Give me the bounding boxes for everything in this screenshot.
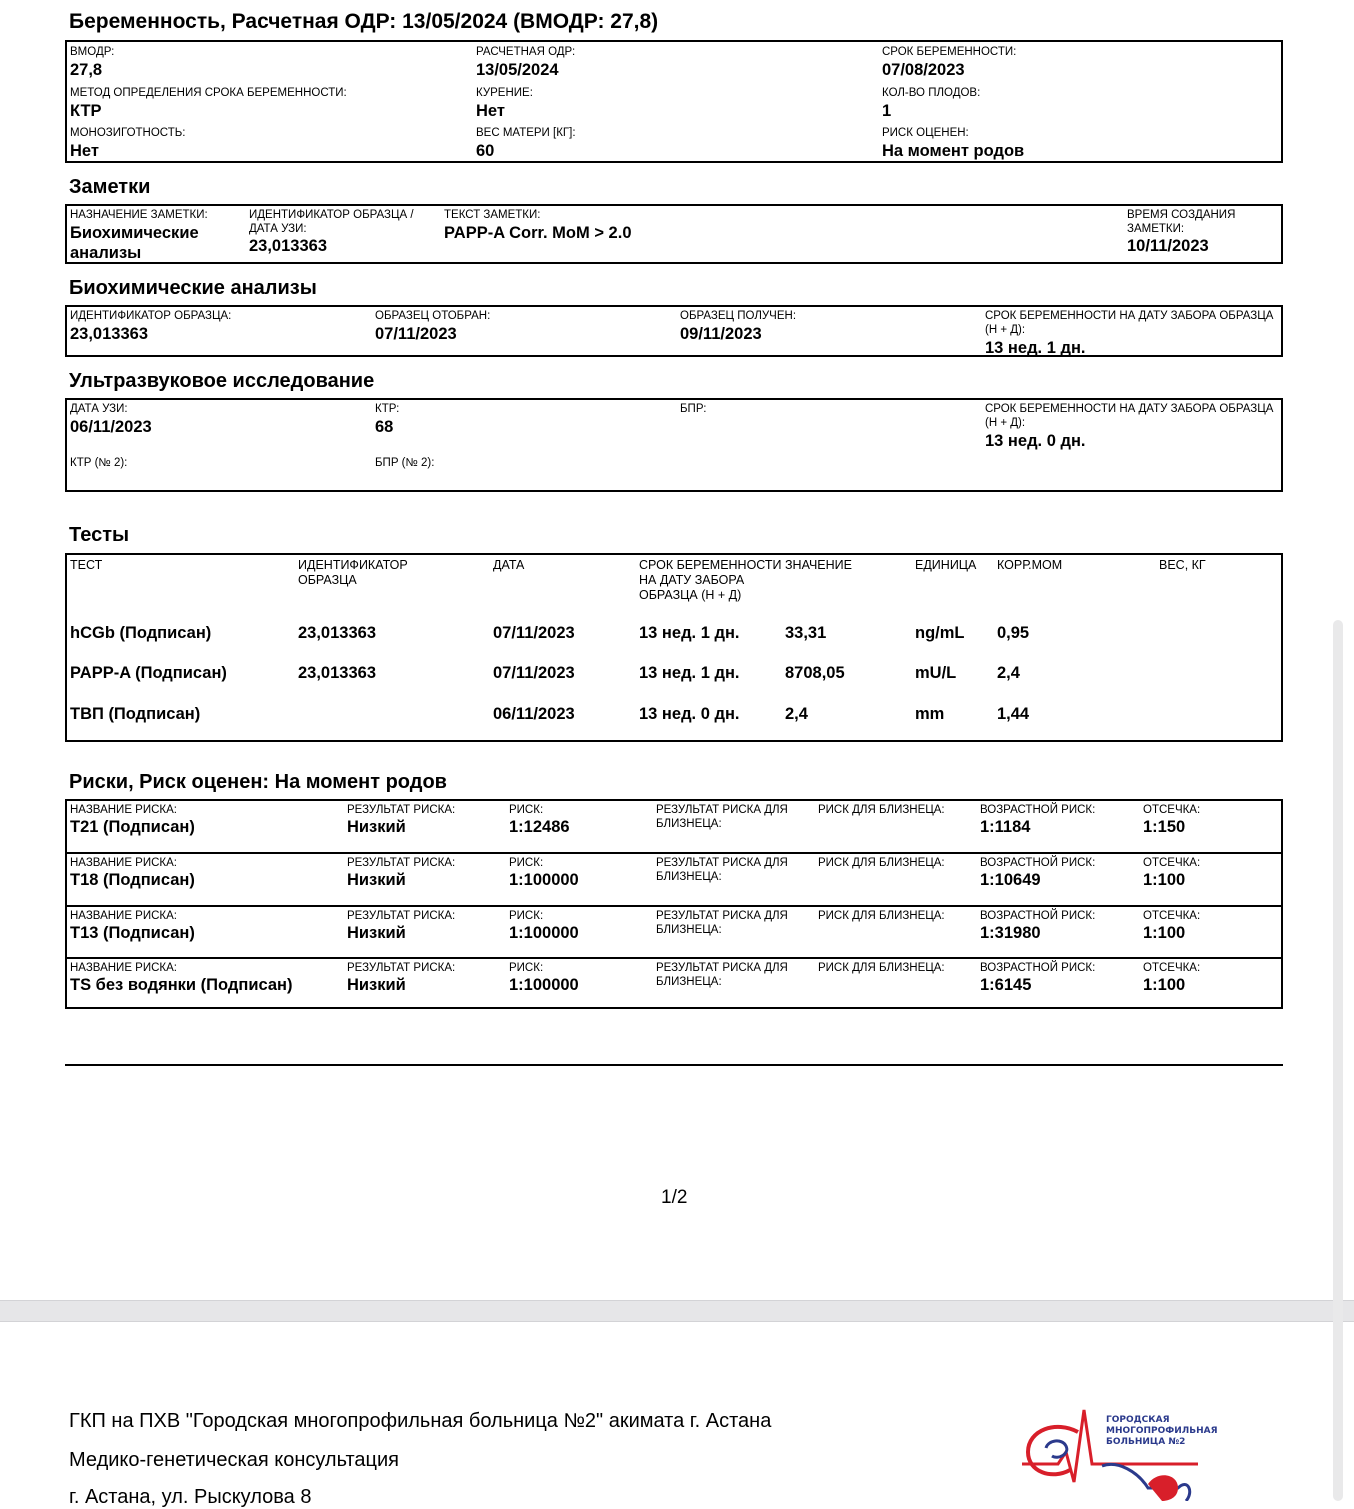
mono-label: МОНОЗИГОТНОСТЬ: xyxy=(70,127,186,139)
page-separator xyxy=(0,1300,1354,1322)
note-created-label: ВРЕМЯ СОЗДАНИЯ ЗАМЕТКИ: xyxy=(1127,209,1236,235)
risk-value-label: РИСК: xyxy=(509,804,544,816)
cutoff-label: ОТСЕЧКА: xyxy=(1143,857,1201,869)
risk-name: T21 (Подписан) xyxy=(70,818,195,836)
cutoff-label: ОТСЕЧКА: xyxy=(1143,962,1201,974)
fetuses-label: КОЛ-ВО ПЛОДОВ: xyxy=(882,87,981,99)
department-name: Медико-генетическая консультация xyxy=(69,1449,399,1471)
tests-header-ga: СРОК БЕРЕМЕННОСТИ НА ДАТУ ЗАБОРА ОБРАЗЦА (Н + Д) xyxy=(639,558,782,602)
risk-result: Низкий xyxy=(347,818,406,836)
smoking-value: Нет xyxy=(476,102,505,120)
page-number: 1/2 xyxy=(661,1187,688,1208)
us-date-label: ДАТА УЗИ: xyxy=(70,403,128,415)
biochem-id-label: ИДЕНТИФИКАТОР ОБРАЗЦА: xyxy=(70,310,232,322)
note-created-value: 10/11/2023 xyxy=(1127,237,1209,255)
cutoff: 1:100 xyxy=(1143,924,1186,942)
risk-name: TS без водянки (Подписан) xyxy=(70,976,293,994)
risk-result-label: РЕЗУЛЬТАТ РИСКА: xyxy=(347,910,456,922)
twin-risk-label: РИСК ДЛЯ БЛИЗНЕЦА: xyxy=(818,962,945,974)
biochem-box xyxy=(65,305,1283,357)
twin-result-label: РЕЗУЛЬТАТ РИСКА ДЛЯ БЛИЗНЕЦА: xyxy=(656,910,788,936)
risk-name: T13 (Подписан) xyxy=(70,924,195,942)
risk-name-label: НАЗВАНИЕ РИСКА: xyxy=(70,910,177,922)
risk-name: T18 (Подписан) xyxy=(70,871,195,889)
us-date-value: 06/11/2023 xyxy=(70,418,152,436)
risk-result: Низкий xyxy=(347,871,406,889)
ultrasound-title: Ультразвуковое исследование xyxy=(69,370,375,392)
risk-name-label: НАЗВАНИЕ РИСКА: xyxy=(70,804,177,816)
twin-result-label: РЕЗУЛЬТАТ РИСКА ДЛЯ БЛИЗНЕЦА: xyxy=(656,804,788,830)
age-risk: 1:1184 xyxy=(980,818,1031,836)
biochem-ga-label: СРОК БЕРЕМЕННОСТИ НА ДАТУ ЗАБОРА ОБРАЗЦА (Н + Д): xyxy=(985,310,1274,336)
note-purpose-label: НАЗНАЧЕНИЕ ЗАМЕТКИ: xyxy=(70,209,208,221)
test-ga: 13 нед. 1 дн. xyxy=(639,624,740,642)
risk-assessed-label: РИСК ОЦЕНЕН: xyxy=(882,127,969,139)
test-value: 2,4 xyxy=(785,705,808,723)
note-id-label: ИДЕНТИФИКАТОР ОБРАЗЦА / ДАТА УЗИ: xyxy=(249,209,414,235)
risk-result: Низкий xyxy=(347,924,406,942)
risk-name-label: НАЗВАНИЕ РИСКА: xyxy=(70,857,177,869)
note-text-label: ТЕКСТ ЗАМЕТКИ: xyxy=(444,209,541,221)
cutoff-label: ОТСЕЧКА: xyxy=(1143,804,1201,816)
biochem-taken-value: 07/11/2023 xyxy=(375,325,457,343)
smoking-label: КУРЕНИЕ: xyxy=(476,87,533,99)
biochem-title: Биохимические анализы xyxy=(69,277,317,299)
test-sample-id: 23,013363 xyxy=(298,664,376,682)
institution-name: ГКП на ПХВ "Городская многопрофильная больница №2" акимата г. Астана xyxy=(69,1410,772,1432)
test-value: 33,31 xyxy=(785,624,827,642)
test-unit: mU/L xyxy=(915,664,957,682)
biochem-taken-label: ОБРАЗЕЦ ОТОБРАН: xyxy=(375,310,491,322)
biochem-ga-value: 13 нед. 1 дн. xyxy=(985,339,1086,357)
us-ktr-value: 68 xyxy=(375,418,394,436)
risk-row xyxy=(67,854,1281,907)
weight-label: ВЕС МАТЕРИ [КГ]: xyxy=(476,127,576,139)
tests-header-mom: КОРР.МОМ xyxy=(997,558,1063,572)
test-name: ТВП (Подписан) xyxy=(70,705,201,723)
hospital-logo xyxy=(1018,1402,1218,1501)
risk-value: 1:100000 xyxy=(509,871,579,889)
twin-risk-label: РИСК ДЛЯ БЛИЗНЕЦА: xyxy=(818,910,945,922)
risk-value-label: РИСК: xyxy=(509,910,544,922)
tests-header-id: ИДЕНТИФИКАТОР ОБРАЗЦА xyxy=(298,558,408,587)
us-ga-label: СРОК БЕРЕМЕННОСТИ НА ДАТУ ЗАБОРА ОБРАЗЦА (Н + Д): xyxy=(985,403,1274,429)
twin-result-label: РЕЗУЛЬТАТ РИСКА ДЛЯ БЛИЗНЕЦА: xyxy=(656,962,788,988)
test-mom: 0,95 xyxy=(997,624,1030,642)
page-divider xyxy=(65,1064,1283,1066)
test-value: 8708,05 xyxy=(785,664,845,682)
risk-row xyxy=(67,801,1281,854)
us-ktr2-label: КТР (№ 2): xyxy=(70,457,128,469)
risk-result-label: РЕЗУЛЬТАТ РИСКА: xyxy=(347,857,456,869)
risk-value-label: РИСК: xyxy=(509,962,544,974)
notes-box xyxy=(65,204,1283,264)
note-id-value: 23,013363 xyxy=(249,237,327,255)
age-risk-label: ВОЗРАСТНОЙ РИСК: xyxy=(980,910,1096,922)
note-purpose-value: Биохимические анализы xyxy=(70,224,199,262)
test-ga: 13 нед. 1 дн. xyxy=(639,664,740,682)
pregnancy-info-box xyxy=(65,40,1283,163)
test-unit: mm xyxy=(915,705,945,723)
tests-header-test: ТЕСТ xyxy=(70,558,103,572)
twin-result-label: РЕЗУЛЬТАТ РИСКА ДЛЯ БЛИЗНЕЦА: xyxy=(656,857,788,883)
twin-risk-label: РИСК ДЛЯ БЛИЗНЕЦА: xyxy=(818,857,945,869)
age-risk-label: ВОЗРАСТНОЙ РИСК: xyxy=(980,962,1096,974)
age-risk: 1:31980 xyxy=(980,924,1041,942)
risks-table xyxy=(65,799,1283,1009)
weight-value: 60 xyxy=(476,142,495,160)
edd-value: 13/05/2024 xyxy=(476,61,559,79)
biochem-id-value: 23,013363 xyxy=(70,325,148,343)
risk-value: 1:100000 xyxy=(509,976,579,994)
risk-row xyxy=(67,907,1281,959)
cutoff: 1:100 xyxy=(1143,976,1186,994)
test-name: hCGb (Подписан) xyxy=(70,624,212,642)
risk-result: Низкий xyxy=(347,976,406,994)
method-value: КТР xyxy=(70,102,102,120)
biochem-received-label: ОБРАЗЕЦ ПОЛУЧЕН: xyxy=(680,310,797,322)
test-ga: 13 нед. 0 дн. xyxy=(639,705,740,723)
ga-label: СРОК БЕРЕМЕННОСТИ: xyxy=(882,46,1017,58)
test-date: 07/11/2023 xyxy=(493,624,575,642)
tests-header-weight: ВЕС, КГ xyxy=(1159,558,1206,572)
risk-row xyxy=(67,959,1281,1007)
risk-assessed-value: На момент родов xyxy=(882,142,1025,160)
edd-label: РАСЧЕТНАЯ ОДР: xyxy=(476,46,576,58)
method-label: МЕТОД ОПРЕДЕЛЕНИЯ СРОКА БЕРЕМЕННОСТИ: xyxy=(70,87,347,99)
test-mom: 1,44 xyxy=(997,705,1030,723)
test-sample-id: 23,013363 xyxy=(298,624,376,642)
svg-text:ГОРОДСКАЯ: ГОРОДСКАЯ xyxy=(1106,1415,1170,1425)
svg-text:БОЛЬНИЦА №2: БОЛЬНИЦА №2 xyxy=(1106,1437,1186,1447)
risk-name-label: НАЗВАНИЕ РИСКА: xyxy=(70,962,177,974)
test-mom: 2,4 xyxy=(997,664,1020,682)
us-bpr2-label: БПР (№ 2): xyxy=(375,457,435,469)
note-text-value: PAPP-A Corr. MoM > 2.0 xyxy=(444,224,632,242)
tests-header-date: ДАТА xyxy=(493,558,525,572)
cutoff-label: ОТСЕЧКА: xyxy=(1143,910,1201,922)
age-risk: 1:10649 xyxy=(980,871,1041,889)
test-date: 07/11/2023 xyxy=(493,664,575,682)
tests-title: Тесты xyxy=(69,524,130,546)
risk-value: 1:100000 xyxy=(509,924,579,942)
age-risk-label: ВОЗРАСТНОЙ РИСК: xyxy=(980,857,1096,869)
svg-text:МНОГОПРОФИЛЬНАЯ: МНОГОПРОФИЛЬНАЯ xyxy=(1106,1426,1218,1436)
fetuses-value: 1 xyxy=(882,102,892,120)
age-risk-label: ВОЗРАСТНОЙ РИСК: xyxy=(980,804,1096,816)
cutoff: 1:150 xyxy=(1143,818,1186,836)
age-risk: 1:6145 xyxy=(980,976,1032,994)
address: г. Астана, ул. Рыскулова 8 xyxy=(69,1486,312,1508)
risks-title: Риски, Риск оценен: На момент родов xyxy=(69,771,447,793)
page-title: Беременность, Расчетная ОДР: 13/05/2024 (ВМОДР: 27,8) xyxy=(69,10,659,33)
vertical-scrollbar[interactable] xyxy=(1333,620,1343,1501)
test-unit: ng/mL xyxy=(915,624,965,642)
risk-result-label: РЕЗУЛЬТАТ РИСКА: xyxy=(347,804,456,816)
hospital-logo-icon xyxy=(1018,1402,1218,1501)
risk-value: 1:12486 xyxy=(509,818,570,836)
mono-value: Нет xyxy=(70,142,99,160)
test-date: 06/11/2023 xyxy=(493,705,575,723)
test-name: PAPP-A (Подписан) xyxy=(70,664,227,682)
cutoff: 1:100 xyxy=(1143,871,1186,889)
us-ktr-label: КТР: xyxy=(375,403,400,415)
vmodr-value: 27,8 xyxy=(70,61,103,79)
ultrasound-box xyxy=(65,398,1283,492)
us-ga-value: 13 нед. 0 дн. xyxy=(985,432,1086,450)
vmodr-label: ВМОДР: xyxy=(70,46,115,58)
risk-result-label: РЕЗУЛЬТАТ РИСКА: xyxy=(347,962,456,974)
biochem-received-value: 09/11/2023 xyxy=(680,325,762,343)
risk-value-label: РИСК: xyxy=(509,857,544,869)
us-bpr-label: БПР: xyxy=(680,403,707,415)
tests-table xyxy=(65,553,1283,742)
tests-header-value: ЗНАЧЕНИЕ xyxy=(785,558,852,572)
twin-risk-label: РИСК ДЛЯ БЛИЗНЕЦА: xyxy=(818,804,945,816)
tests-header-unit: ЕДИНИЦА xyxy=(915,558,977,572)
notes-title: Заметки xyxy=(69,176,151,198)
ga-value: 07/08/2023 xyxy=(882,61,965,79)
